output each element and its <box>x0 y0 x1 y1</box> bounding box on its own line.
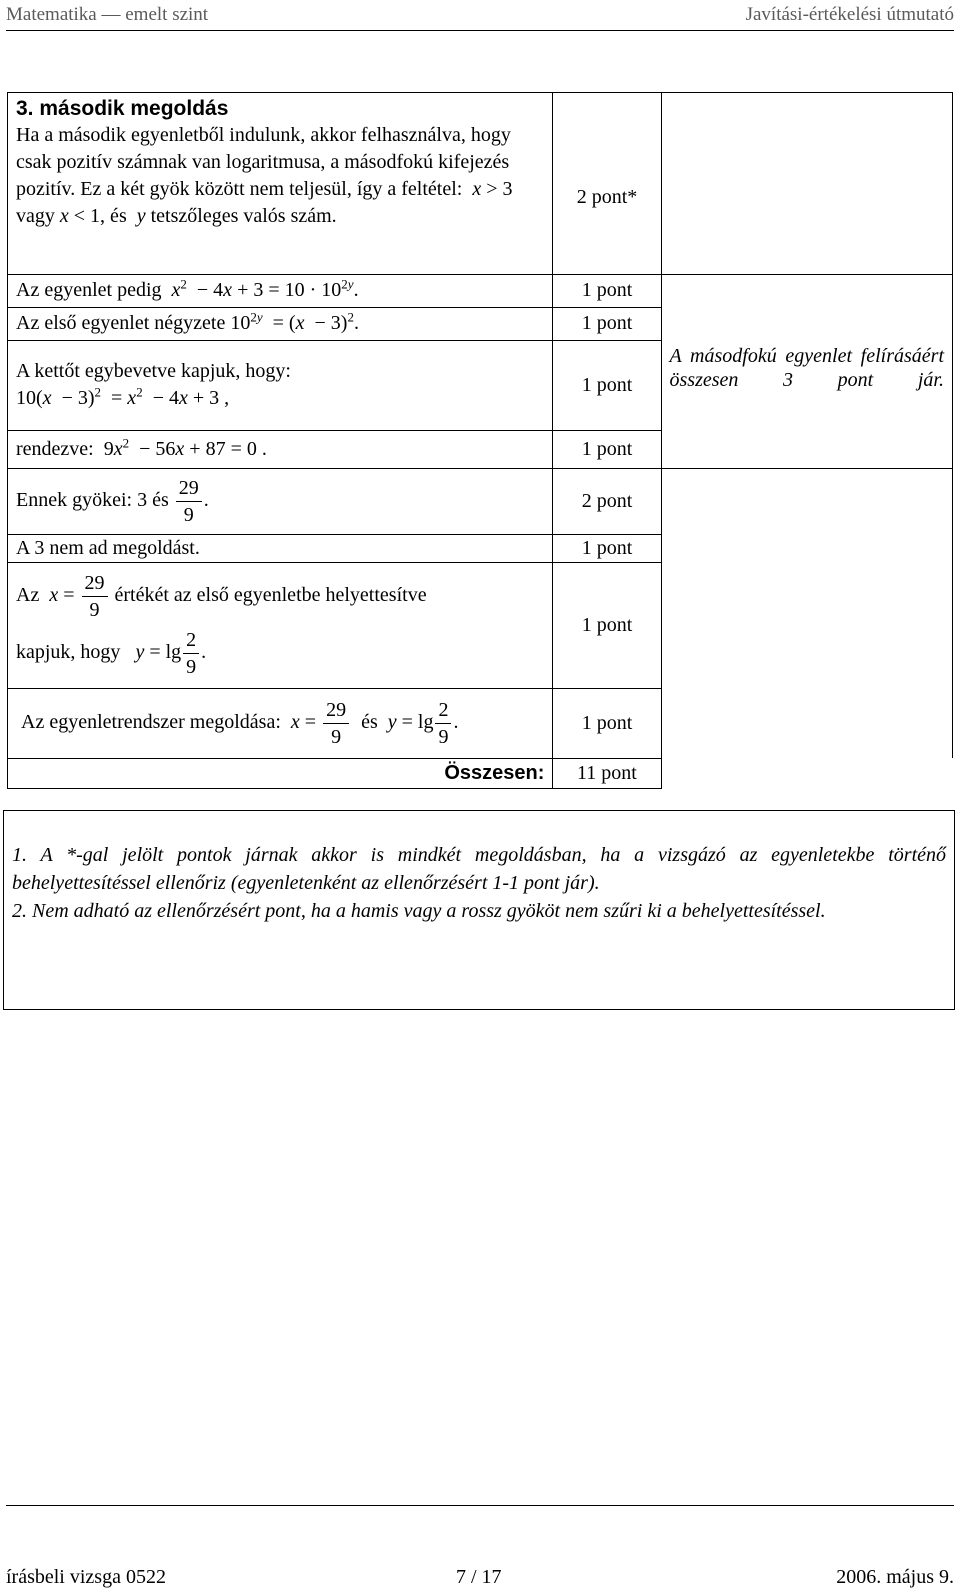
note-1: 1. A *-gal jelölt pontok járnak akkor is mindkét megoldásban, ha a vizsgázó az egyenletekbe történő behelyettesítéssel ellenőriz (egyenletenként az ellenőrzésért 1-1 pont jár). <box>12 844 946 894</box>
total-points: 11 pont <box>553 758 661 788</box>
footer-right: 2006. május 9. <box>836 1566 954 1588</box>
row-equation-text: Az egyenlet pedig $x^2 - 4x + 3 = 10 \cdot 10^{2y}$. <box>8 274 553 307</box>
row-condition-points: 2 pont* <box>553 122 661 274</box>
page-header <box>6 2 954 31</box>
row-solution-text: Az egyenletrendszer megoldása: x = $\frac{29}{9}$ és y = lg $\frac{2}{9}$ . <box>8 688 553 758</box>
row-square-text: Az első egyenlet négyzete $10^{2y} = (x - 3)^2$. <box>8 307 553 340</box>
solution-table <box>7 92 953 789</box>
row-reject-text: A 3 nem ad megoldást. <box>8 534 553 562</box>
row-arrange-points: 1 pont <box>553 430 661 468</box>
row-roots-text: Ennek gyökei: 3 és $\frac{29}{9}$ . <box>8 468 553 534</box>
header-right: Javítási-értékelési útmutató <box>745 4 954 25</box>
row-roots-points: 2 pont <box>553 468 661 534</box>
comment-quadratic <box>661 340 952 468</box>
row-combine-text: A kettőt egybevetve kapjuk, hogy: $10(x - 3)^2 = x^2 - 4x + 3$ , <box>8 340 553 430</box>
row-substitute-text: Az x = $\frac{29}{9}$ értékét az első egyenletbe helyettesítve kapjuk, hogy y = lg $\frac{2}{9}$ . <box>8 562 553 688</box>
page-footer <box>6 1505 954 1586</box>
row-condition-text: Ha a második egyenletből indulunk, akkor felhasználva, hogy csak pozitív számnak van logaritmusa, a másodfokú kifejezés pozitív. Ez a két gyök között nem teljesül, így a feltétel: x > 3 vagy x < 1, és y tetszőleges valós szám. <box>8 122 553 274</box>
note-2: 2. Nem adható az ellenőrzésért pont, ha a hamis vagy a rossz gyököt nem szűri ki a behelyettesítéssel. <box>12 900 826 922</box>
total-label: Összesen: <box>8 758 553 788</box>
row-reject-points: 1 pont <box>553 534 661 562</box>
row-substitute-points: 1 pont <box>553 562 661 688</box>
row-equation-points: 1 pont <box>553 274 661 307</box>
row-solution-points: 1 pont <box>553 688 661 758</box>
footer-left: írásbeli vizsga 0522 <box>6 1566 166 1588</box>
footer-center: 7 / 17 <box>456 1566 502 1588</box>
row-arrange-text: rendezve: $9x^2 - 56x + 87 = 0$ . <box>8 430 553 468</box>
header-left: Matematika — emelt szint <box>6 4 209 25</box>
solution-title: 3. második megoldás <box>8 93 553 123</box>
row-square-points: 1 pont <box>553 307 661 340</box>
notes-box <box>3 810 955 1010</box>
comment-text: A másodfokú egyenlet felírásáért összesen 3 pont jár. <box>669 345 944 391</box>
row-combine-points: 1 pont <box>553 340 661 430</box>
